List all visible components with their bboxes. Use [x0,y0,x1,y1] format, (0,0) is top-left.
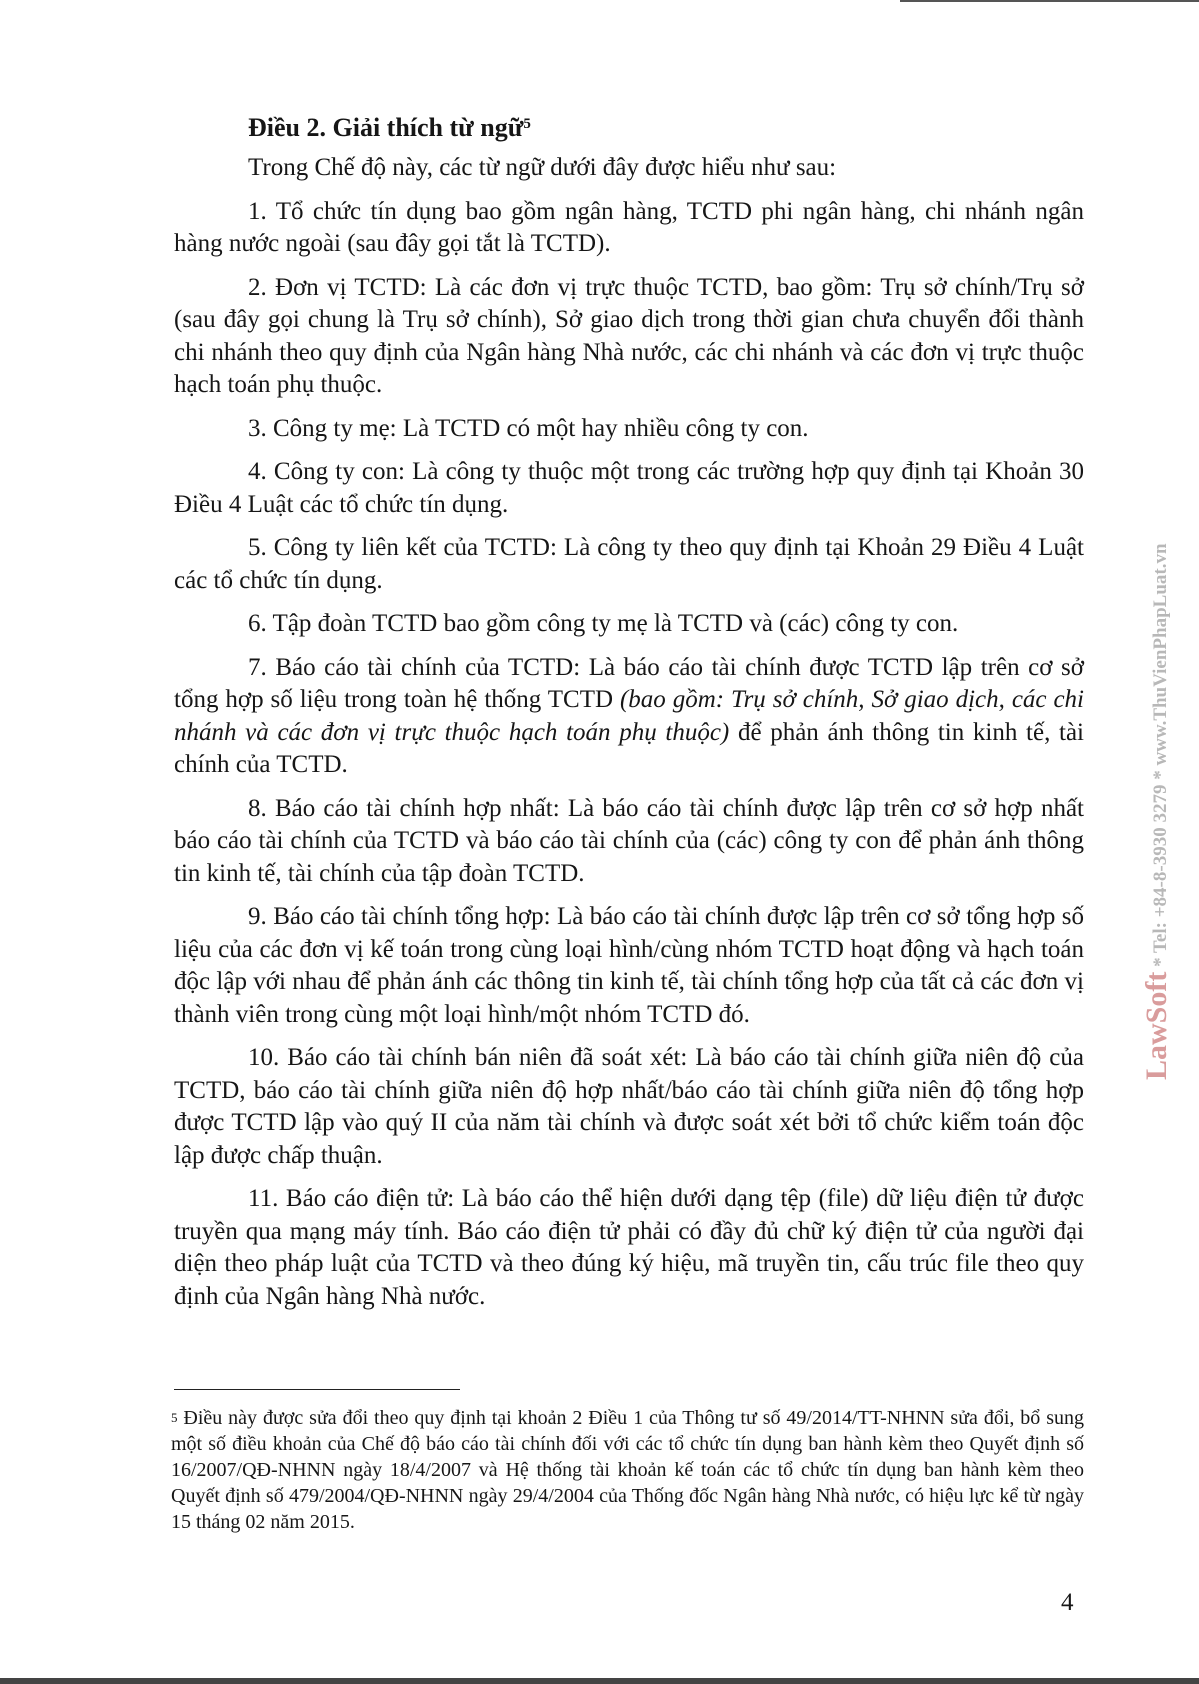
paragraph-item-9: 9. Báo cáo tài chính tổng hợp: Là báo cáo tài chính được lập trên cơ sở tổng hợp số liệu của các đơn vị kế toán trong cùng loại hình/cùng nhóm TCTD hoạt động và hạch toán độc lập với nhau để phản ánh các thông tin kinh tế, tài chính tổng hợp của tất cả các đơn vị thành viên trong cùng một loại hình/một nhóm TCTD đó. [174,903,1084,1028]
footnote-marker: 5 [171,1410,178,1425]
paragraph-item-2: 2. Đơn vị TCTD: Là các đơn vị trực thuộc TCTD, bao gồm: Trụ sở chính/Trụ sở (sau đây gọi chung là Trụ sở chính), Sở giao dịch trong thời gian chưa chuyển đổi thành chi nhánh theo quy định của Ngân hàng Nhà nước, các chi nhánh và các đơn vị trực thuộc hạch toán phụ thuộc. [174,273,1084,398]
watermark [1140,380,1174,1080]
footnote-text: Điều này được sửa đổi theo quy định tại khoản 2 Điều 1 của Thông tư số 49/2014/TT-NHNN sửa đổi, bổ sung một số điều khoản của Chế độ báo cáo tài chính đối với các tổ chức tín dụng ban hành kèm theo Quyết định số 16/2007/QĐ-NHNN ngày 18/4/2007 và Hệ thống tài khoản kế toán các tổ chức tín dụng ban hành kèm theo Quyết định số 479/2004/QĐ-NHNN ngày 29/4/2004 của Thống đốc Ngân hàng Nhà nước, có hiệu lực kể từ ngày 15 tháng 02 năm 2015. [171,1407,1084,1533]
paragraph-item-7-text: 7. Báo cáo tài chính của TCTD: Là báo cáo tài chính được TCTD lập trên cơ sở tổng hợp số liệu trong toàn hệ thống TCTD [174,653,1084,713]
article-heading-text: Điều 2. Giải thích từ ngữ [248,113,524,142]
top-rule [900,0,1199,2]
paragraph-item-4: 4. Công ty con: Là công ty thuộc một trong các trường hợp quy định tại Khoản 30 Điều 4 Luật các tổ chức tín dụng. [174,458,1084,518]
paragraph-item-5: 5. Công ty liên kết của TCTD: Là công ty theo quy định tại Khoản 29 Điều 4 Luật các tổ chức tín dụng. [174,534,1084,594]
footnote-separator [174,1389,460,1390]
page-body [174,110,1084,1324]
paragraph-item-1: 1. Tổ chức tín dụng bao gồm ngân hàng, TCTD phi ngân hàng, chi nhánh ngân hàng nước ngoài (sau đây gọi tắt là TCTD). [174,197,1084,257]
paragraph-item-7-tail: để phản ánh thông tin kinh tế, tài chính của TCTD. [174,718,1084,778]
paragraph-item-7 [174,652,1084,782]
paragraph-item-6: 6. Tập đoàn TCTD bao gồm công ty mẹ là TCTD và (các) công ty con. [248,610,959,637]
paragraph-item-7-italic: (bao gồm: Trụ sở chính, Sở giao dịch, các chi nhánh và các đơn vị trực thuộc hạch toán phụ thuộc) [174,686,1085,746]
paragraph-item-10: 10. Báo cáo tài chính bán niên đã soát xét: Là báo cáo tài chính giữa niên độ của TCTD, báo cáo tài chính giữa niên độ hợp nhất/báo cáo tài chính giữa niên độ tổng hợp được TCTD lập vào quý II của năm tài chính và được soát xét bởi tổ chức kiểm toán độc lập được chấp thuận. [174,1044,1084,1169]
article-heading [248,110,1084,146]
paragraph-intro: Trong Chế độ này, các từ ngữ dưới đây được hiểu như sau: [248,154,837,181]
watermark-text: * Tel: +84-8-3930 3279 * www.ThuVienPhapLuat.vn [1150,543,1171,972]
paragraph-item-8: 8. Báo cáo tài chính hợp nhất: Là báo cáo tài chính được lập trên cơ sở hợp nhất báo cáo tài chính của TCTD và báo cáo tài chính của (các) công ty con để phản ánh thông tin kinh tế, tài chính của tập đoàn TCTD. [174,794,1084,887]
page-number: 4 [1061,1589,1074,1616]
paragraph-item-3: 3. Công ty mẹ: Là TCTD có một hay nhiều công ty con. [248,414,809,442]
watermark-brand: LawSoft [1140,971,1173,1080]
footnote [171,1405,1084,1535]
footnote-ref: 5 [523,116,531,132]
bottom-band [0,1678,1199,1684]
paragraph-item-11: 11. Báo cáo điện tử: Là báo cáo thể hiện dưới dạng tệp (file) dữ liệu điện tử được truyền qua mạng máy tính. Báo cáo điện tử phải có đầy đủ chữ ký điện tử của người đại diện theo pháp luật của TCTD và theo đúng ký hiệu, mã truyền tin, cấu trúc file theo quy định của Ngân hàng Nhà nước. [174,1185,1084,1310]
